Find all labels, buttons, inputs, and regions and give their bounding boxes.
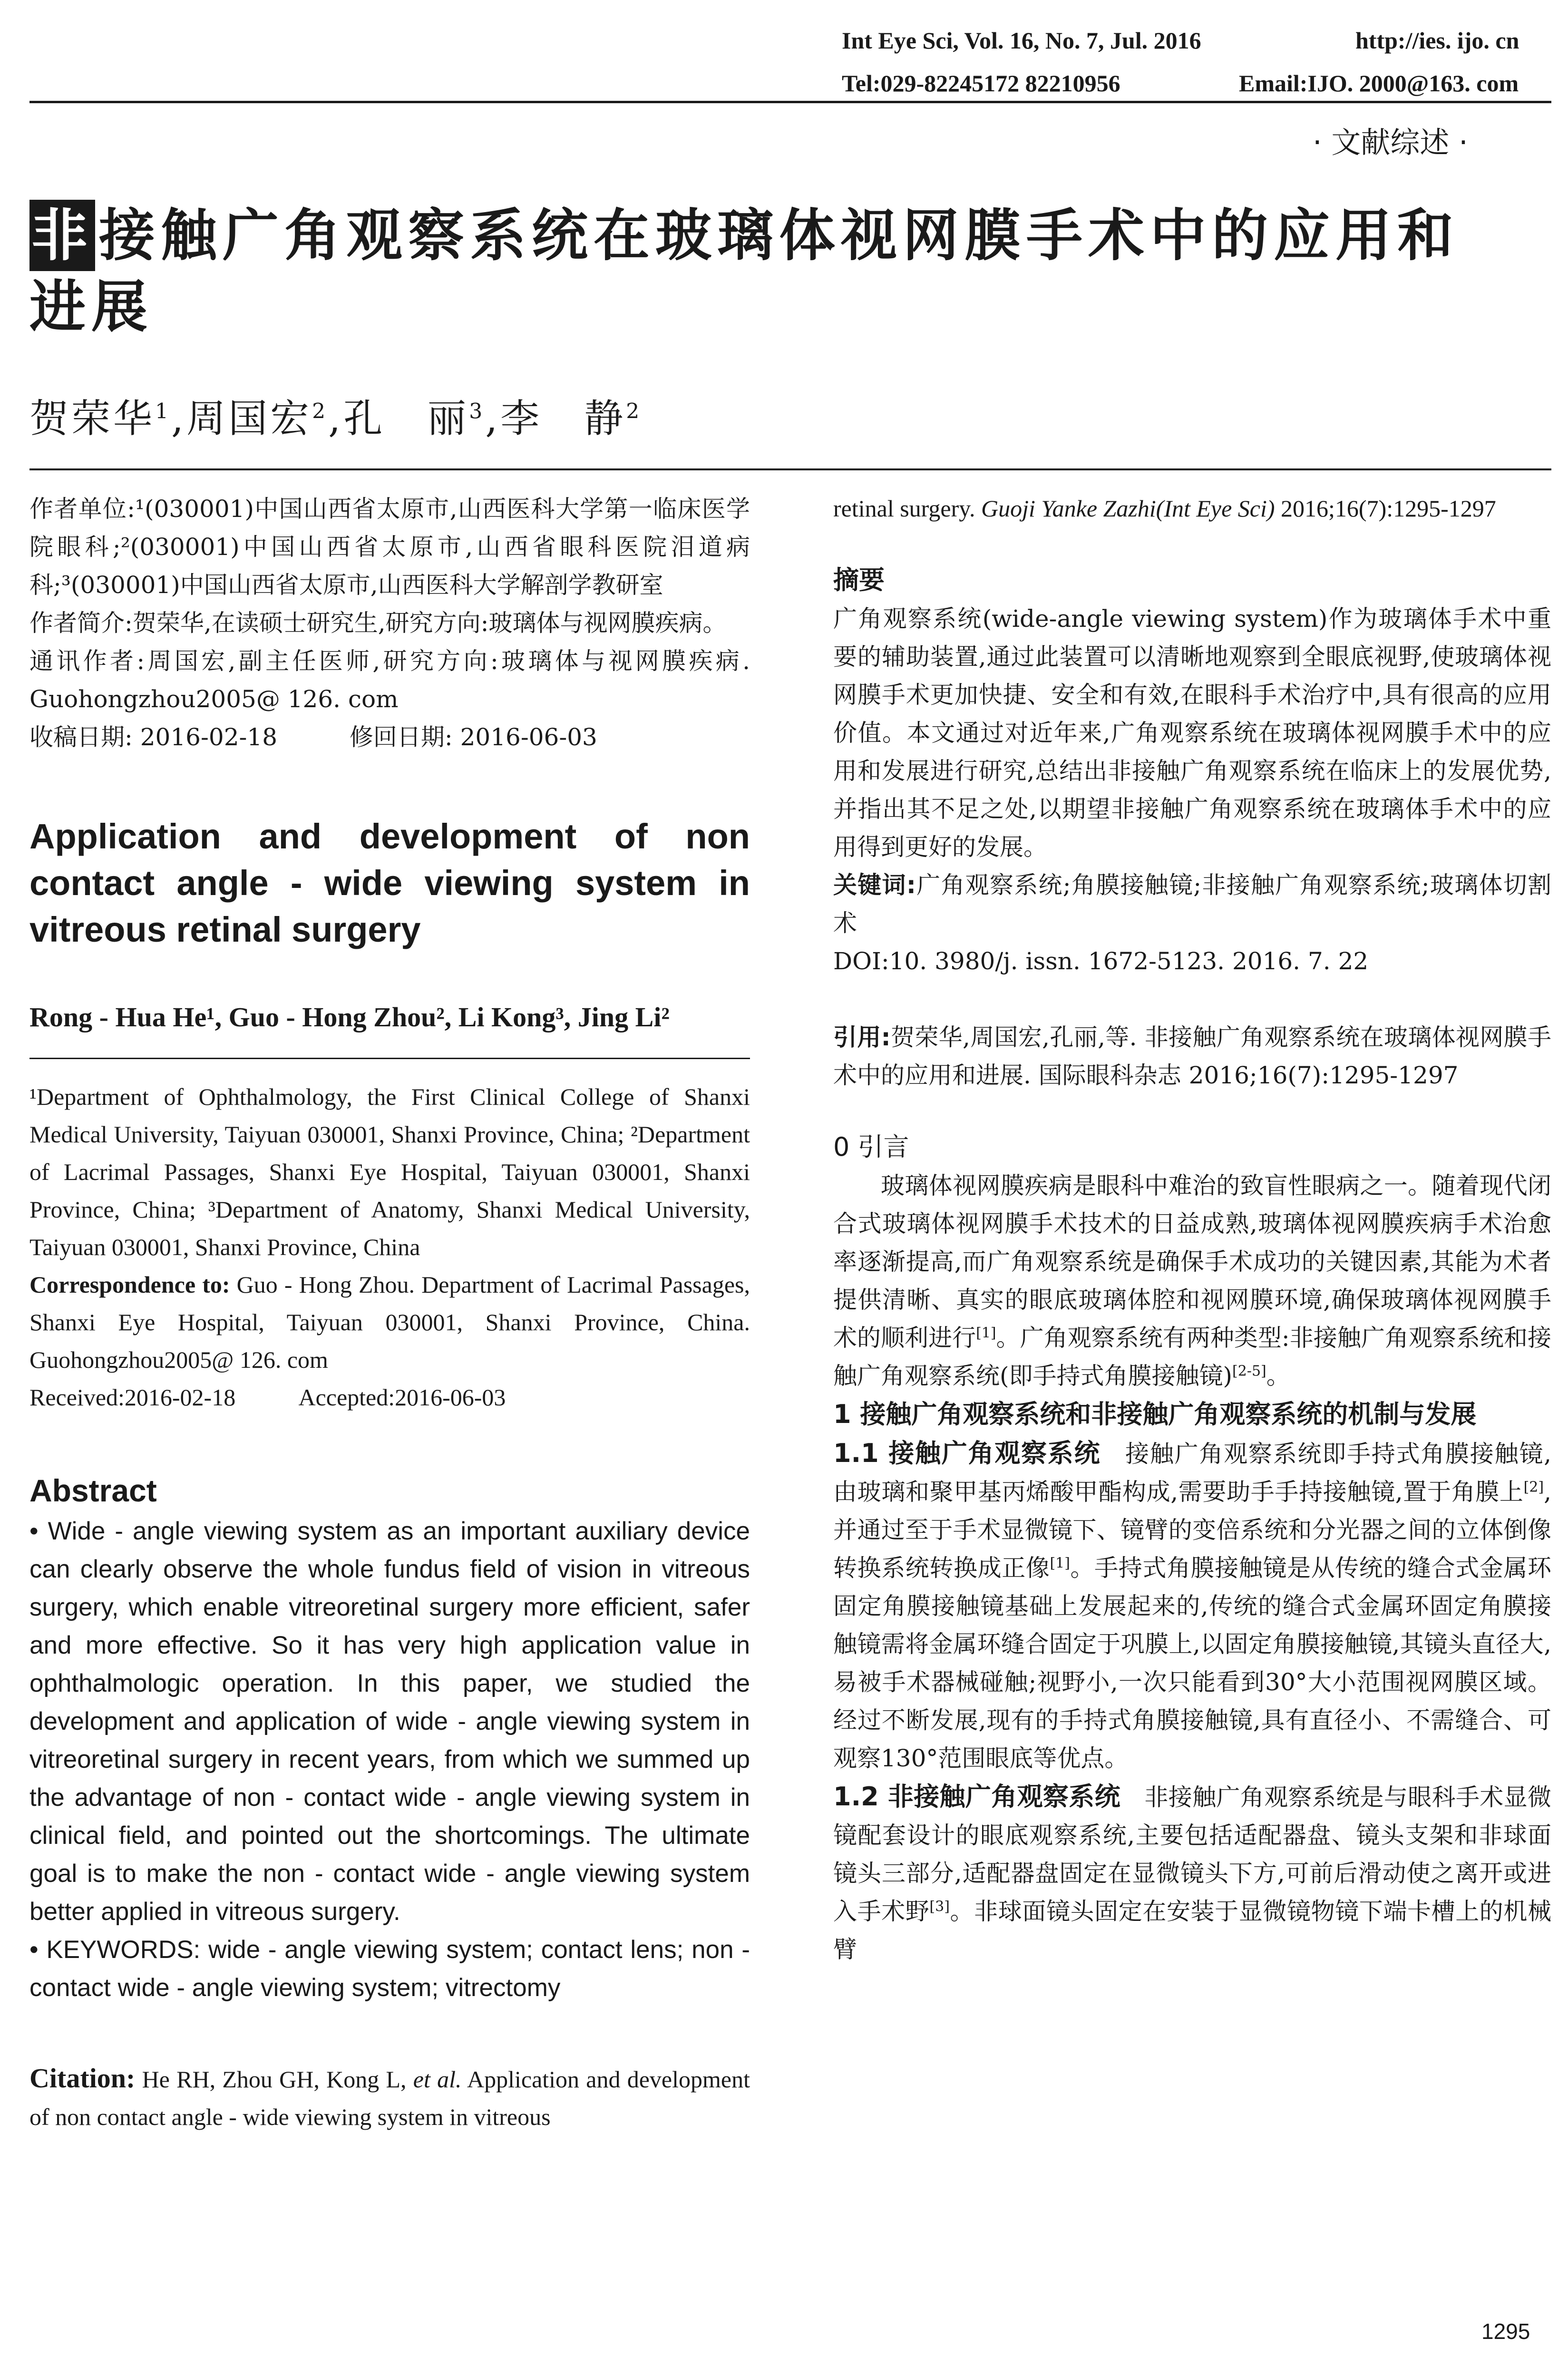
para12-text-a: 非接触广角观察系统是与眼科手术显微镜配套设计的眼底观察系统,主要包括适配器盘、镜头支架和非球面镜头三部分,适配器盘固定在显微镜头下方,可前后滑动使之离开或进入手术野 [833,1783,1552,1925]
left-column [29,490,750,2136]
abstract-text-cn: 广角观察系统(wide-angle viewing system)作为玻璃体手术中重要的辅助装置,通过此装置可以清晰地观察到全眼底视野,使玻璃体视网膜手术更加快捷、安全和有效,在眼科手术治疗中,具有很高的应用价值。本文通过对近年来,广角观察系统在玻璃体视网膜手术中的应用和发展进行研究,总结出非接触广角观察系统在临床上的发展优势,并指出其不足之处,以期望非接触广角观察系统在玻璃体手术中的应用得到更好的发展。 [833,605,1551,861]
author-bio: 作者简介:贺荣华,在读硕士研究生,研究方向:玻璃体与视网膜疾病。 [29,609,727,637]
affiliations-cn: 作者单位:¹(030001)中国山西省太原市,山西医科大学第一临床医学院眼科;²(030001)中国山西省太原市,山西省眼科医院泪道病科;³(030001)中国山西省太原市,山西医科大学解剖学教研室 [29,495,750,599]
citation-continuation [833,490,1551,527]
author-3: 孔 丽 [343,396,469,441]
correspondence-text: Guo - Hong Zhou. Department of Lacrimal Passages, Shanxi Eye Hospital, Taiyuan 030001, Shanxi Province, China. Guohongzhou2005@ 126. com [29,1271,750,1373]
revised-date-cn: 修回日期: 2016-06-03 [349,723,597,751]
para11-text-a: 接触广角观察系统即手持式角膜接触镜,由玻璃和聚甲基丙烯酸甲酯构成,需要助手手持接触镜,置于角膜上 [833,1440,1551,1506]
author-4-affil: 2 [626,399,643,424]
english-affiliations: ¹Department of Ophthalmology, the First Clinical College of Shanxi Medical University, Taiyuan 030001, Shanxi Province, China; ²Department of Lacrimal Passages, Shanxi Eye Hospital, Taiyuan 030001, Shanxi Province, China; ³Department of Anatomy, Shanxi Medical University, Taiyuan 030001, Shanxi Province, China [29,1083,750,1260]
para11-text-c: 。手持式角膜接触镜是从传统的缝合式金属环固定角膜接触镜基础上发展起来的,传统的缝合式金属环固定角膜接触镜需将金属环缝合固定于巩膜上,以固定角膜接触镜,其镜头直径大,易被手术器械碰触;视野小,一次只能看到30°大小范围视网膜区域。经过不断发展,现有的手持式角膜接触镜,具有直径小、不需缝合、可观察130°范围眼底等优点。 [833,1554,1552,1772]
authors-cn [29,388,642,443]
reference-2-5[interactable]: [2-5] [1232,1363,1266,1380]
author-sep: , [171,396,187,441]
section-1-2-heading: 1.2 非接触广角观察系统 [833,1782,1120,1812]
english-title: Application and development of non contact angle - wide viewing system in vitreous retinal surgery [29,817,750,949]
section-label: · 文献综述 · [1313,125,1468,160]
accepted-date-en: Accepted:2016-06-03 [298,1384,506,1411]
english-authors: Rong - Hua He¹, Guo - Hong Zhou², Li Kong³, Jing Li² [29,1002,670,1033]
section-0-heading: 0 引言 [833,1132,909,1162]
received-date-en: Received:2016-02-18 [29,1384,236,1411]
right-column [833,490,1551,1968]
author-sep: , [485,396,501,441]
author-1: 贺荣华 [29,396,156,441]
cite-cn [833,1018,1551,1094]
title-line-1: 接触广角观察系统在玻璃体视网膜手术中的应用和 [99,203,1460,268]
author-1-affil: 1 [155,399,172,424]
corresponding-author-cn: 通讯作者:周国宏,副主任医师,研究方向:玻璃体与视网膜疾病. Guohongzhou2005@ 126. com [29,647,750,713]
section-1-2-paragraph [833,1777,1551,1968]
header-tel: Tel:029-82245172 82210956 [842,70,1120,97]
keywords-en: • KEYWORDS: wide - angle viewing system; contact lens; non - contact wide - angle viewing system; vitrectomy [29,1936,750,2002]
english-dates [29,1379,750,1416]
para0-text-a: 玻璃体视网膜疾病是眼科中难治的致盲性眼病之一。随着现代闭合式玻璃体视网膜手术技术的日益成熟,玻璃体视网膜疾病手术治愈率逐渐提高,而广角观察系统是确保手术成功的关键因素,其能为术者提供清晰、真实的眼底玻璃体腔和视网膜环境,确保玻璃体视网膜手术的顺利进行 [833,1172,1551,1352]
citation-cont-b: 2016;16(7):1295-1297 [1281,495,1496,522]
abstract-heading-en: Abstract [29,1473,157,1508]
para0-text-c: 。 [1266,1362,1290,1390]
abstract-heading-cn: 摘要 [833,565,885,595]
page-number: 1295 [1481,2319,1530,2344]
cite-label-cn: 引用: [833,1023,891,1051]
abstract-text-en: • Wide - angle viewing system as an important auxiliary device can clearly observe the whole fundus field of vision in vitreous surgery, which enable vitreoretinal surgery more efficient, safer and more effective. So it has very high application value in ophthalmologic operation. In this paper, we studied the development and application of wide - angle viewing system in vitreoretinal surgery in recent years, from which we summed up the advantage of non - contact wide - angle viewing system in clinical field, and pointed out the shortcomings. The ultimate goal is to make the non - contact wide - angle viewing system better applied in vitreous surgery. [29,1517,750,1926]
author-2-affil: 2 [312,399,329,424]
reference-1-b[interactable]: [1] [1050,1555,1070,1572]
citation-text-a: He RH, Zhou GH, Kong L, [142,2066,407,2093]
citation-journal: Guoji Yanke Zazhi(Int Eye Sci) [981,495,1275,522]
para12-text-b: 。非球面镜头固定在安装于显微镜物镜下端卡槽上的机械臂 [833,1898,1552,1963]
citation-etal: et al. [413,2066,462,2093]
author-2: 周国宏 [186,396,312,441]
keywords-label-cn: 关键词: [833,871,916,899]
reference-3[interactable]: [3] [929,1898,950,1915]
reference-2[interactable]: [2] [1523,1479,1544,1496]
title-line-2: 进展 [29,274,154,340]
cite-text-cn: 贺荣华,周国宏,孔丽,等. 非接触广角观察系统在玻璃体视网膜手术中的应用和进展. 国际眼科杂志 2016;16(7):1295-1297 [833,1023,1551,1089]
page-title [29,200,1566,342]
title-mark: 非 [29,200,95,271]
header-journal-line: Int Eye Sci, Vol. 16, No. 7, Jul. 2016 [842,27,1201,54]
doi[interactable]: DOI:10. 3980/j. issn. 1672-5123. 2016. 7. 22 [833,947,1369,975]
para0-text-b: 。广角观察系统有两种类型:非接触广角观察系统和接触广角观察系统(即手持式角膜接触镜) [833,1324,1551,1390]
citation-en [29,2059,750,2136]
english-correspondence [29,1266,750,1379]
author-4: 李 静 [500,396,626,441]
authors-rule [29,468,1551,470]
header-email[interactable]: Email:IJO. 2000@163. com [1239,70,1519,97]
header-rule [29,101,1551,103]
en-authors-rule [29,1058,750,1059]
citation-cont-a: retinal surgery. [833,495,975,522]
author-3-affil: 3 [469,399,486,424]
dates-cn [29,718,750,756]
correspondence-label: Correspondence to: [29,1271,230,1298]
header-url[interactable]: http://ies. ijo. cn [1355,27,1519,54]
author-sep: , [328,396,344,441]
keywords-text-cn: 广角观察系统;角膜接触镜;非接触广角观察系统;玻璃体切割术 [833,871,1551,937]
section-1-1-heading: 1.1 接触广角观察系统 [833,1438,1101,1468]
section-1-heading: 1 接触广角观察系统和非接触广角观察系统的机制与发展 [833,1399,1477,1429]
para11-text-b: ,并通过至于手术显微镜下、镜臂的变倍系统和分光器之间的立体倒像转换系统转换成正像 [833,1478,1551,1582]
received-date-cn: 收稿日期: 2016-02-18 [29,723,278,751]
keywords-cn [833,866,1551,942]
section-1-1-paragraph [833,1434,1551,1777]
citation-label: Citation: [29,2063,136,2094]
citation-text-b: Application and development of non contact angle - wide viewing system in vitreous [29,2066,750,2130]
reference-1[interactable]: [1] [976,1325,996,1342]
section-0-paragraph [833,1167,1551,1395]
